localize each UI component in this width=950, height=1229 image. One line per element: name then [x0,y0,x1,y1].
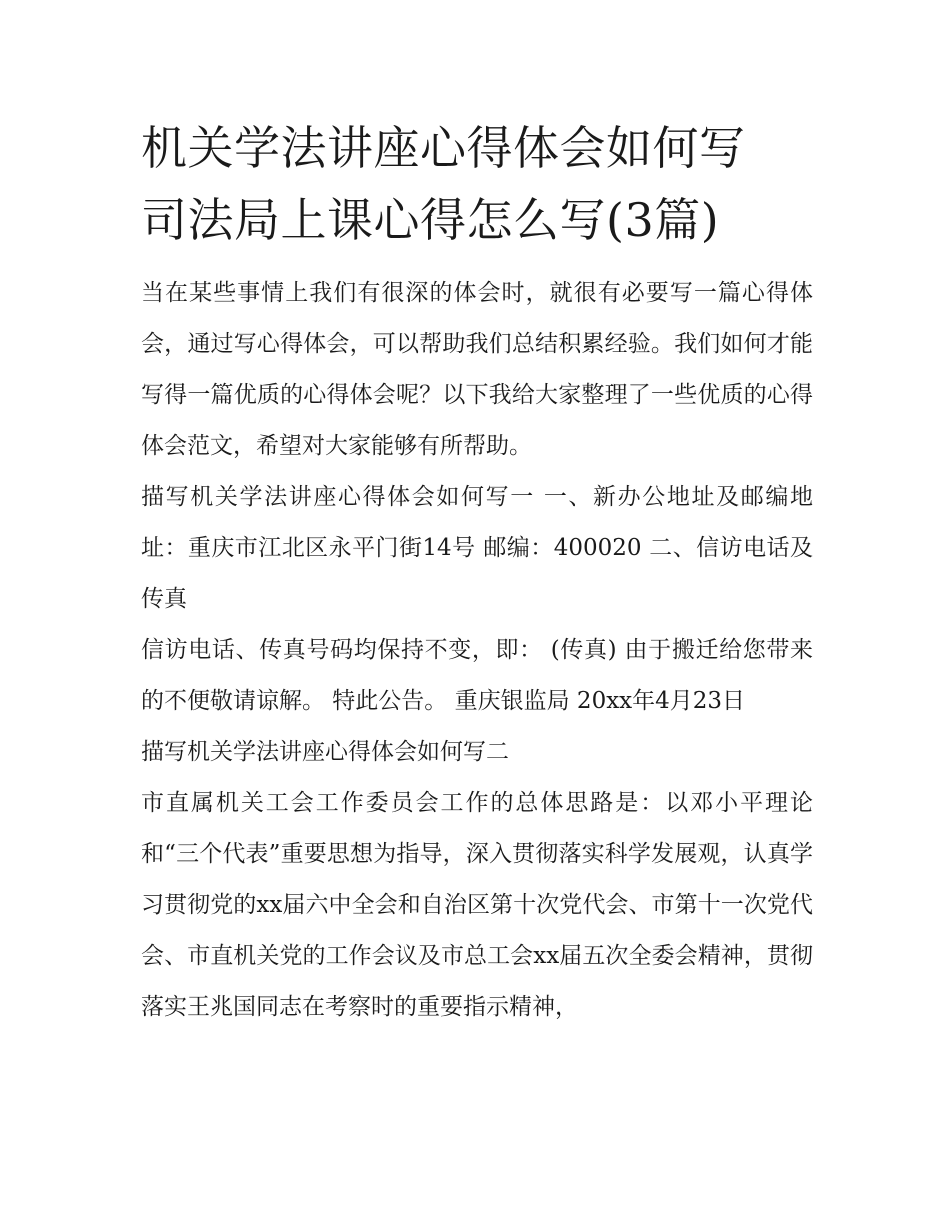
title-line-1: 机关学法讲座心得体会如何写 [141,121,746,175]
notice-paragraph: 信访电话、传真号码均保持不变，即： (传真) 由于搬迁给您带来的不便敬请谅解。 特此公告。 重庆银监局 20xx年4月23日 [141,637,813,714]
section-one-paragraph: 描写机关学法讲座心得体会如何写一 一、新办公地址及邮编地址：重庆市江北区永平门街14号 邮编：400020 二、信访电话及传真 [141,484,813,612]
document-body [141,268,813,1033]
section-two-paragraph: 市直属机关工会工作委员会工作的总体思路是：以邓小平理论和“三个代表”重要思想为指导，深入贯彻落实科学发展观，认真学习贯彻党的xx届六中全会和自治区第十次党代会、市第十一次党代会、市直机关党的工作会议及市总工会xx届五次全委会精神，贯彻落实王兆国同志在考察时的重要指示精神， [141,790,813,1020]
section-two-heading: 描写机关学法讲座心得体会如何写二 [141,739,509,765]
document-page [141,112,813,1033]
intro-paragraph: 当在某些事情上我们有很深的体会时，就很有必要写一篇心得体会，通过写心得体会，可以帮助我们总结积累经验。我们如何才能写得一篇优质的心得体会呢？以下我给大家整理了一些优质的心得体会范文，希望对大家能够有所帮助。 [141,280,813,459]
title-line-2: 司法局上课心得怎么写(3篇) [141,193,720,247]
document-title [141,112,813,256]
